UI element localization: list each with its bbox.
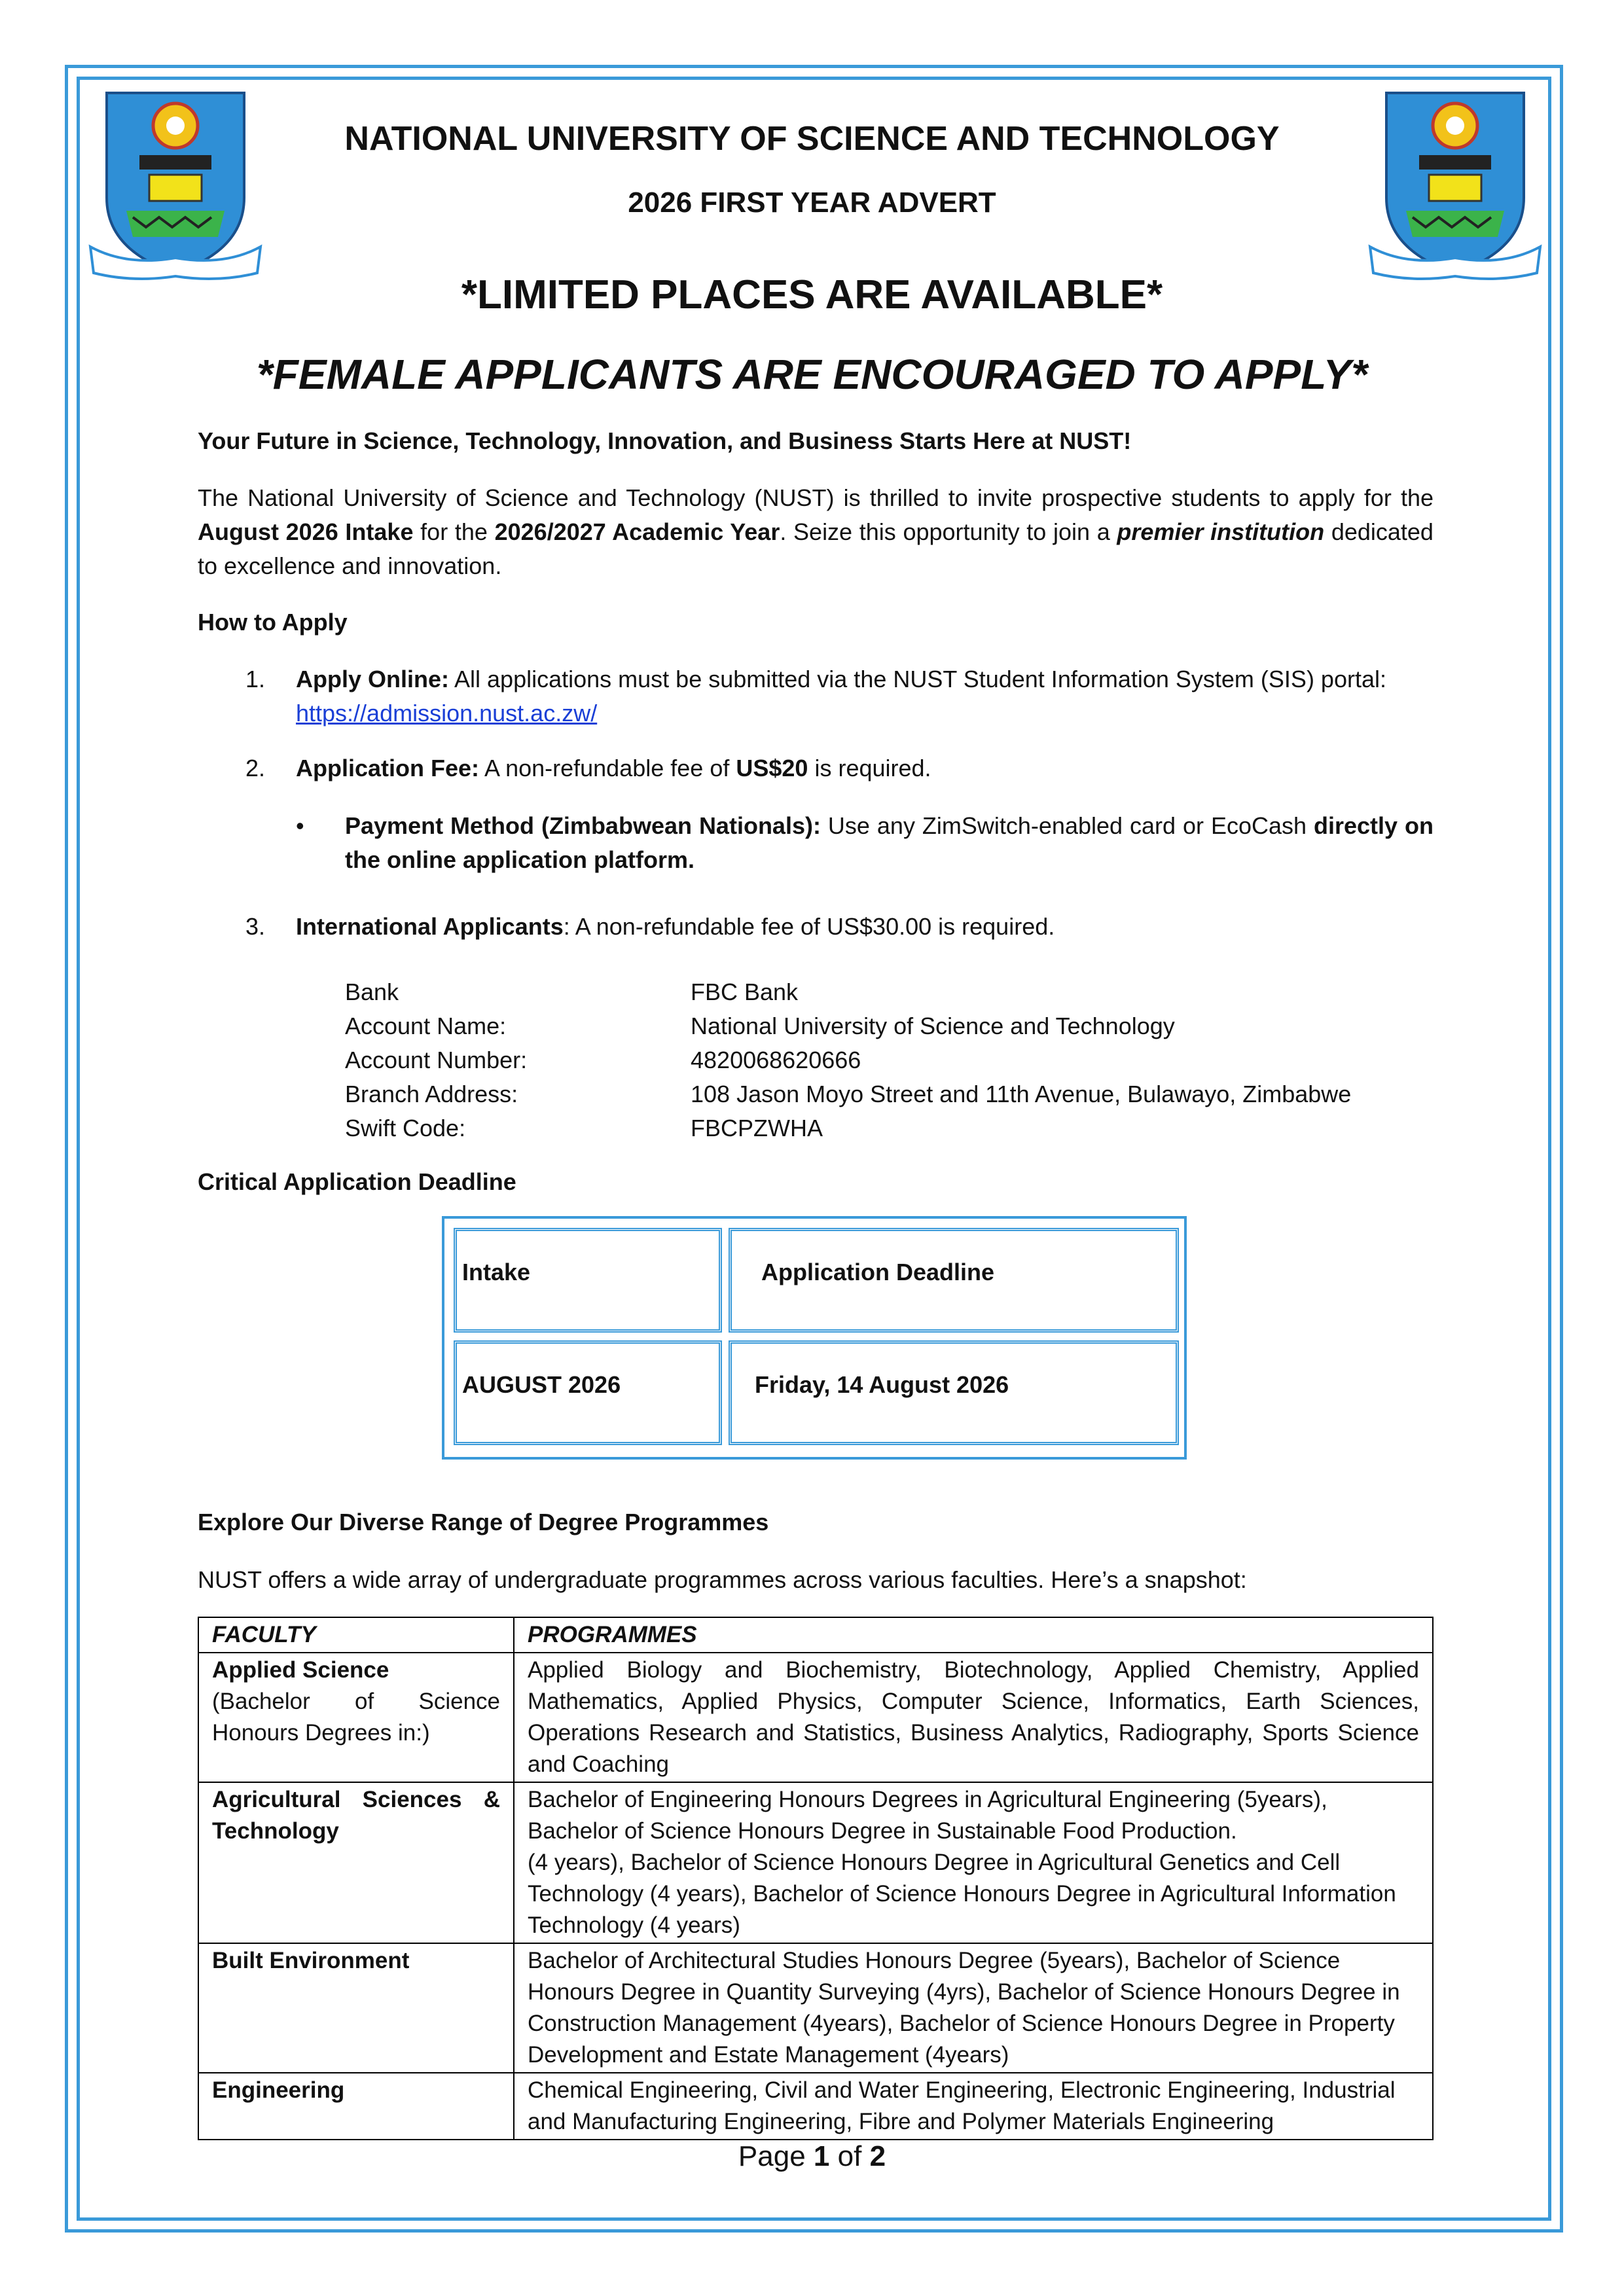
step-3-label: International Applicants xyxy=(296,913,564,940)
bullet-icon: • xyxy=(296,812,304,839)
nust-crest-left-logo xyxy=(87,86,264,283)
account-number-label: Account Number: xyxy=(345,1047,528,1073)
programmes-table xyxy=(198,1617,1434,2140)
programmes-column-header: PROGRAMMES xyxy=(514,1617,1433,1653)
swift-code-value: FBCPZWHA xyxy=(691,1115,823,1141)
branch-address-label: Branch Address: xyxy=(345,1081,518,1107)
deadline-intake-value: AUGUST 2026 xyxy=(462,1371,621,1398)
deadline-table xyxy=(442,1216,1187,1460)
programmes-cell: Applied Biology and Biochemistry, Biotechnology, Applied Chemistry, Applied Mathematics, Applied Physics, Computer Science, Informatics, Earth Sciences, Operations Research and Statistics, Business Analytics, Radiography, Sports Science and Coaching xyxy=(514,1653,1433,1782)
intro-academic-year: 2026/2027 Academic Year xyxy=(494,518,780,545)
university-title: NATIONAL UNIVERSITY OF SCIENCE AND TECHNOLOGY xyxy=(344,120,1280,158)
table-row xyxy=(198,1653,1433,1782)
faculty-name: Applied Science xyxy=(212,1657,389,1683)
step-2-number: 2. xyxy=(245,755,266,781)
account-name-value: National University of Science and Technology xyxy=(691,1013,1175,1039)
how-to-apply-heading: How to Apply xyxy=(198,609,348,636)
swift-code-label: Swift Code: xyxy=(345,1115,466,1141)
intro-text-3: . Seize this opportunity to join a xyxy=(780,518,1110,545)
step-3 xyxy=(296,910,1055,944)
programmes-cell xyxy=(514,1782,1433,1943)
table-row xyxy=(198,1943,1433,2073)
deadline-date-value: Friday, 14 August 2026 xyxy=(755,1371,1009,1398)
programmes-intro: NUST offers a wide array of undergraduate programmes across various faculties. Here’s a snapshot: xyxy=(198,1566,1247,1593)
female-applicants-banner: *FEMALE APPLICANTS ARE ENCOURAGED TO APPLY* xyxy=(256,351,1368,398)
branch-address-value: 108 Jason Moyo Street and 11th Avenue, Bulawayo, Zimbabwe xyxy=(691,1081,1352,1107)
page-word: Page xyxy=(738,2140,806,2172)
programmes-heading: Explore Our Diverse Range of Degree Programmes xyxy=(198,1509,769,1535)
table-row xyxy=(198,2073,1433,2140)
nust-crest-right-logo xyxy=(1367,86,1543,283)
programmes-cell: Bachelor of Architectural Studies Honours Degree (5years), Bachelor of Science Honours Degree in Quantity Surveying (4yrs), Bachelor of Science Honours Degree in Construction Management (4years), Bachelor of Science Honours Degree in Property Development and Estate Management (4years) xyxy=(514,1943,1433,2073)
faculty-cell: Built Environment xyxy=(198,1943,514,2073)
step-1-text: All applications must be submitted via the NUST Student Information System (SIS) portal: xyxy=(454,666,1386,692)
intro-premier: premier institution xyxy=(1117,518,1325,545)
programmes-text-continued: (4 years), Bachelor of Science Honours Degree in Agricultural Genetics and Cell Technology (4 years), Bachelor of Science Honours Degree in Agricultural Information Technology (4 years) xyxy=(528,1850,1396,1938)
step-2 xyxy=(296,751,931,785)
deadline-intake-cell xyxy=(454,1340,722,1445)
intro-paragraph xyxy=(198,481,1434,583)
faculty-cell: Engineering xyxy=(198,2073,514,2140)
account-number-value: 4820068620666 xyxy=(691,1047,861,1073)
table-header-row xyxy=(198,1617,1433,1653)
deadline-col-intake-label: Intake xyxy=(462,1259,531,1285)
deadline-col-date-label: Application Deadline xyxy=(761,1259,995,1285)
payment-method-bullet xyxy=(345,809,1434,877)
deadline-col-intake xyxy=(454,1228,722,1333)
payment-method-text: Use any ZimSwitch-enabled card or EcoCash xyxy=(827,812,1307,839)
programmes-cell: Chemical Engineering, Civil and Water Engineering, Electronic Engineering, Industrial and Manufacturing Engineering, Fibre and Polymer Materials Engineering xyxy=(514,2073,1433,2140)
step-2-end: is required. xyxy=(814,755,931,781)
programmes-text: Bachelor of Engineering Honours Degrees in Agricultural Engineering (5years), Bachelor of Science Honours Degree in Sustainable Food Production. xyxy=(528,1787,1327,1844)
faculty-column-header: FACULTY xyxy=(198,1617,514,1653)
payment-method-bold: directly on the online application platform. xyxy=(345,812,1434,873)
step-2-label: Application Fee: xyxy=(296,755,480,781)
advert-subtitle: 2026 FIRST YEAR ADVERT xyxy=(628,187,996,219)
page-total: 2 xyxy=(869,2140,886,2172)
step-2-text: A non-refundable fee of xyxy=(484,755,730,781)
tagline: Your Future in Science, Technology, Innovation, and Business Starts Here at NUST! xyxy=(198,427,1132,454)
payment-method-label: Payment Method (Zimbabwean Nationals): xyxy=(345,812,821,839)
account-name-label: Account Name: xyxy=(345,1013,507,1039)
intro-text-2: for the xyxy=(420,518,488,545)
bank-value: FBC Bank xyxy=(691,978,799,1005)
table-row xyxy=(198,1782,1433,1943)
step-1-label: Apply Online: xyxy=(296,666,449,692)
bank-label: Bank xyxy=(345,978,399,1005)
admission-portal-link[interactable]: https://admission.nust.ac.zw/ xyxy=(296,700,598,726)
intro-intake: August 2026 Intake xyxy=(198,518,414,545)
faculty-note: (Bachelor of Science Honours Degrees in:) xyxy=(212,1689,500,1746)
faculty-cell: Agricultural Sciences & Technology xyxy=(198,1782,514,1943)
step-1-number: 1. xyxy=(245,666,266,692)
of-word: of xyxy=(837,2140,862,2172)
step-3-text: : A non-refundable fee of US$30.00 is required. xyxy=(563,913,1055,940)
deadline-date-cell xyxy=(729,1340,1179,1445)
step-3-number: 3. xyxy=(245,913,266,940)
application-fee-amount: US$20 xyxy=(736,755,808,781)
faculty-cell xyxy=(198,1653,514,1782)
intro-text-4: dedicated to excellence and innovation. xyxy=(198,518,1434,579)
deadline-heading: Critical Application Deadline xyxy=(198,1168,516,1195)
page-current: 1 xyxy=(813,2140,830,2172)
page-number xyxy=(0,2140,1624,2173)
step-1 xyxy=(296,662,1434,730)
intro-text-1: The National University of Science and Technology (NUST) is thrilled to invite prospective students to apply for the xyxy=(198,484,1434,511)
limited-places-banner: *LIMITED PLACES ARE AVAILABLE* xyxy=(461,272,1163,317)
deadline-col-date xyxy=(729,1228,1179,1333)
